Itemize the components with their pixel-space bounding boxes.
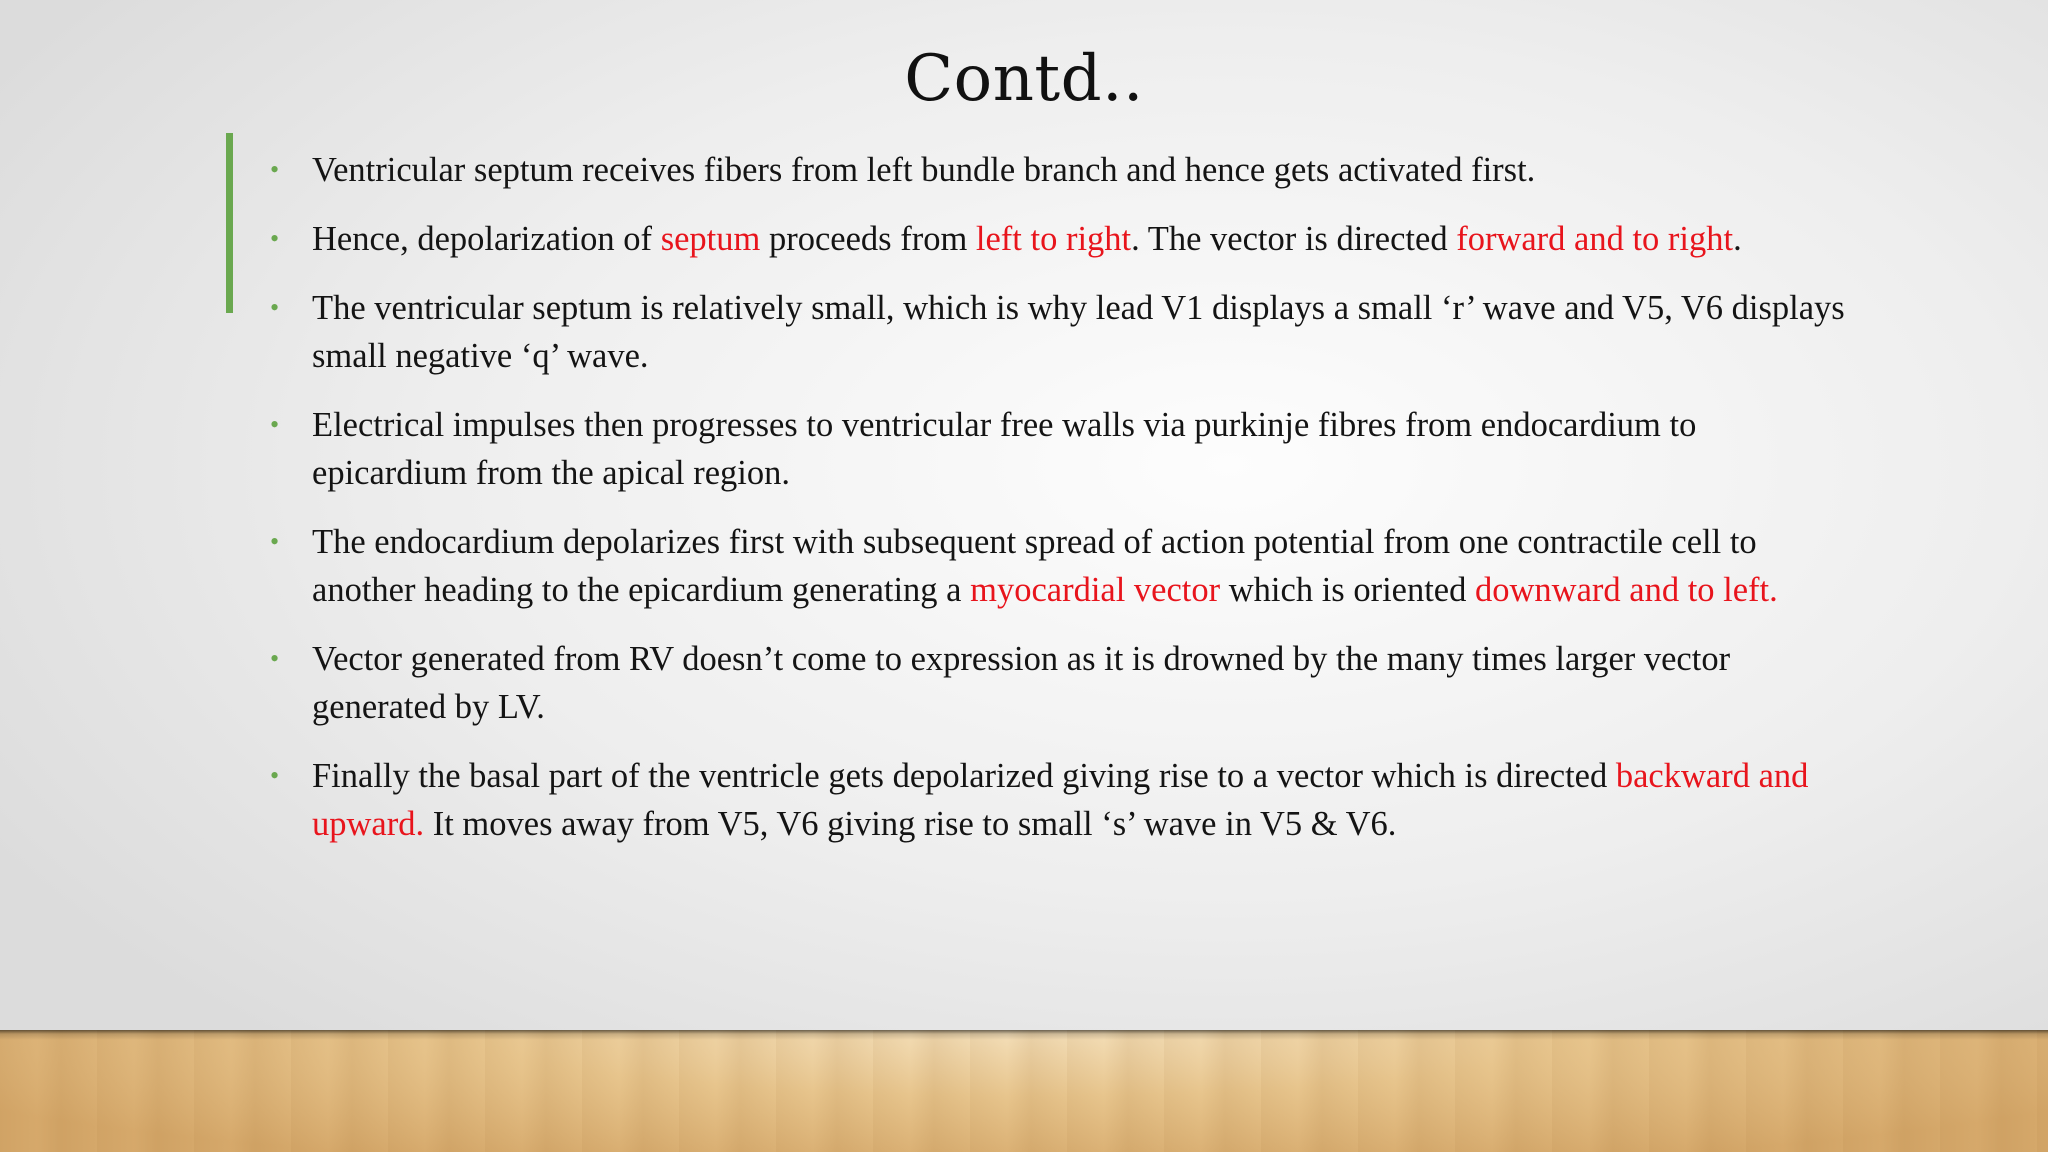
bullet-dot-icon: •	[270, 527, 280, 556]
bullet-item	[270, 518, 1850, 614]
bullet-text: The ventricular septum is relatively small, which is why lead V1 displays a small ‘r’ wave and V5, V6 displays small negative ‘q’ wave.	[312, 289, 1845, 375]
wood-floor-decoration	[0, 1030, 2048, 1152]
bullet-item	[270, 215, 1850, 263]
bullet-text: which is oriented	[1220, 571, 1475, 609]
accent-bar	[226, 133, 233, 313]
bullet-dot-icon: •	[270, 410, 280, 439]
bullet-text: Electrical impulses then progresses to ventricular free walls via purkinje fibres from endocardium to epicardium from the apical region.	[312, 406, 1697, 492]
bullet-item	[270, 752, 1850, 848]
bullet-text: proceeds from	[760, 220, 976, 258]
bullet-text: Finally the basal part of the ventricle gets depolarized giving rise to a vector which is directed	[312, 757, 1616, 795]
bullet-text: It moves away from V5, V6 giving rise to small ‘s’ wave in V5 & V6.	[424, 805, 1397, 843]
bullet-dot-icon: •	[270, 293, 280, 322]
highlighted-term: forward and to right	[1456, 220, 1734, 258]
bullet-item	[270, 146, 1850, 194]
bullet-text: . The vector is directed	[1131, 220, 1457, 258]
bullet-list	[270, 146, 1850, 869]
bullet-text: .	[1733, 220, 1742, 258]
bullet-dot-icon: •	[270, 761, 280, 790]
bullet-item	[270, 635, 1850, 731]
bullet-text: Ventricular septum receives fibers from left bundle branch and hence gets activated first.	[312, 151, 1536, 189]
highlighted-term: backward and upward.	[312, 757, 1809, 843]
bullet-text: The endocardium depolarizes first with subsequent spread of action potential from one contractile cell to another heading to the epicardium generating a	[312, 523, 1757, 609]
bullet-text: Vector generated from RV doesn’t come to expression as it is drowned by the many times larger vector generated by LV.	[312, 640, 1731, 726]
bullet-item	[270, 284, 1850, 380]
slide-title: Contd..	[904, 42, 1144, 116]
bullet-text: Hence, depolarization of	[312, 220, 661, 258]
highlighted-term: downward and to left.	[1475, 571, 1778, 609]
bullet-dot-icon: •	[270, 224, 280, 253]
highlighted-term: myocardial vector	[970, 571, 1221, 609]
bullet-item	[270, 401, 1850, 497]
highlighted-term: left to right	[975, 220, 1132, 258]
bullet-dot-icon: •	[270, 155, 280, 184]
highlighted-term: septum	[660, 220, 761, 258]
bullet-dot-icon: •	[270, 644, 280, 673]
